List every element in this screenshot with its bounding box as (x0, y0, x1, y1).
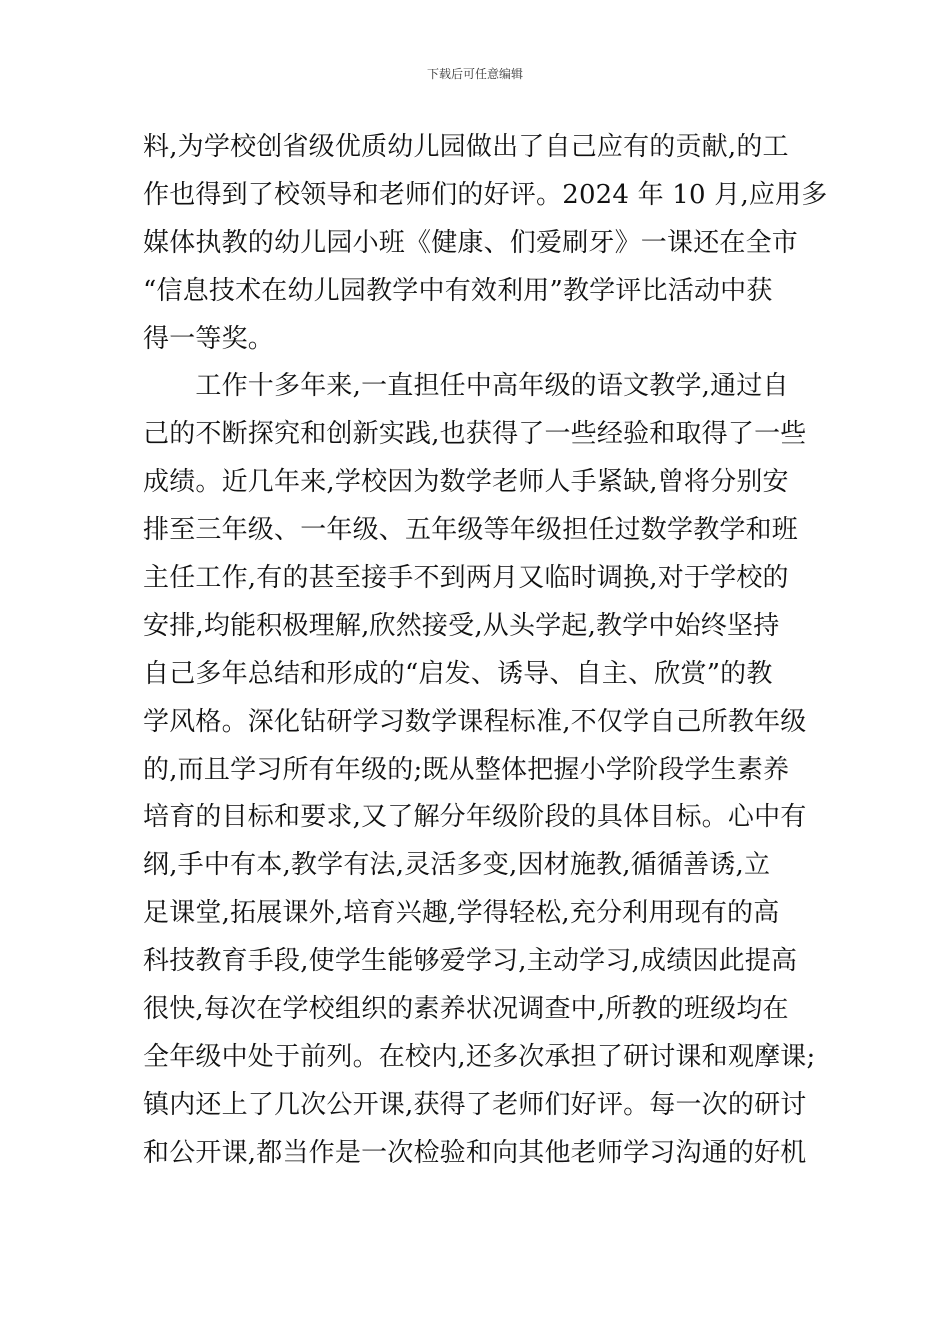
text-line: 己的不断探究和创新实践,也获得了一些经验和取得了一些 (143, 419, 807, 450)
text-line: 安排,均能积极理解,欣然接受,从头学起,教学中始终坚持 (143, 610, 780, 641)
text-line: 足课堂,拓展课外,培育兴趣,学得轻松,充分利用现有的高 (143, 898, 780, 929)
body-text (143, 124, 828, 1178)
text-line: 全年级中处于前列。在校内,还多次承担了研讨课和观摩课; (143, 1041, 816, 1072)
text-line: 主任工作,有的甚至接手不到两月又临时调换,对于学校的 (143, 563, 789, 594)
text-line: “信息技术在幼儿园教学中有效利用”教学评比活动中获 (143, 275, 773, 306)
text-line: 很快,每次在学校组织的素养状况调查中,所教的班级均在 (143, 994, 789, 1025)
text-line: 自己多年总结和形成的“启发、诱导、自主、欣赏”的教 (143, 658, 773, 689)
text-line: 培育的目标和要求,又了解分年级阶段的具体目标。心中有 (143, 802, 807, 833)
text-line: 料,为学校创省级优质幼儿园做出了自己应有的贡献,的工 (143, 132, 789, 162)
text-line: 镇内还上了几次公开课,获得了老师们好评。每一次的研讨 (143, 1089, 807, 1120)
text-line: 排至三年级、一年级、五年级等年级担任过数学教学和班 (143, 515, 799, 546)
text-line: 和公开课,都当作是一次检验和向其他老师学习沟通的好机 (143, 1137, 807, 1168)
text-line: 的,而且学习所有年级的;既从整体把握小学阶段学生素养 (143, 754, 790, 785)
paragraph-start-line: 工作十多年来,一直担任中高年级的语文教学,通过自 (143, 371, 789, 402)
text-line: 作也得到了校领导和老师们的好评。2024 年 10 月,应用多 (143, 179, 828, 210)
text-line: 科技教育手段,使学生能够爱学习,主动学习,成绩因此提高 (143, 946, 798, 977)
text-line: 纲,手中有本,教学有法,灵活多变,因材施教,循循善诱,立 (143, 850, 771, 881)
page-header: 下载后可任意编辑 (426, 67, 523, 81)
text-line: 得一等奖。 (143, 323, 275, 354)
text-line: 媒体执教的幼儿园小班《健康、们爱刷牙》一课还在全市 (143, 227, 799, 258)
text-line: 成绩。近几年来,学校因为数学老师人手紧缺,曾将分别安 (143, 467, 789, 498)
text-line: 学风格。深化钻研学习数学课程标准,不仅学自己所教年级 (143, 706, 807, 737)
